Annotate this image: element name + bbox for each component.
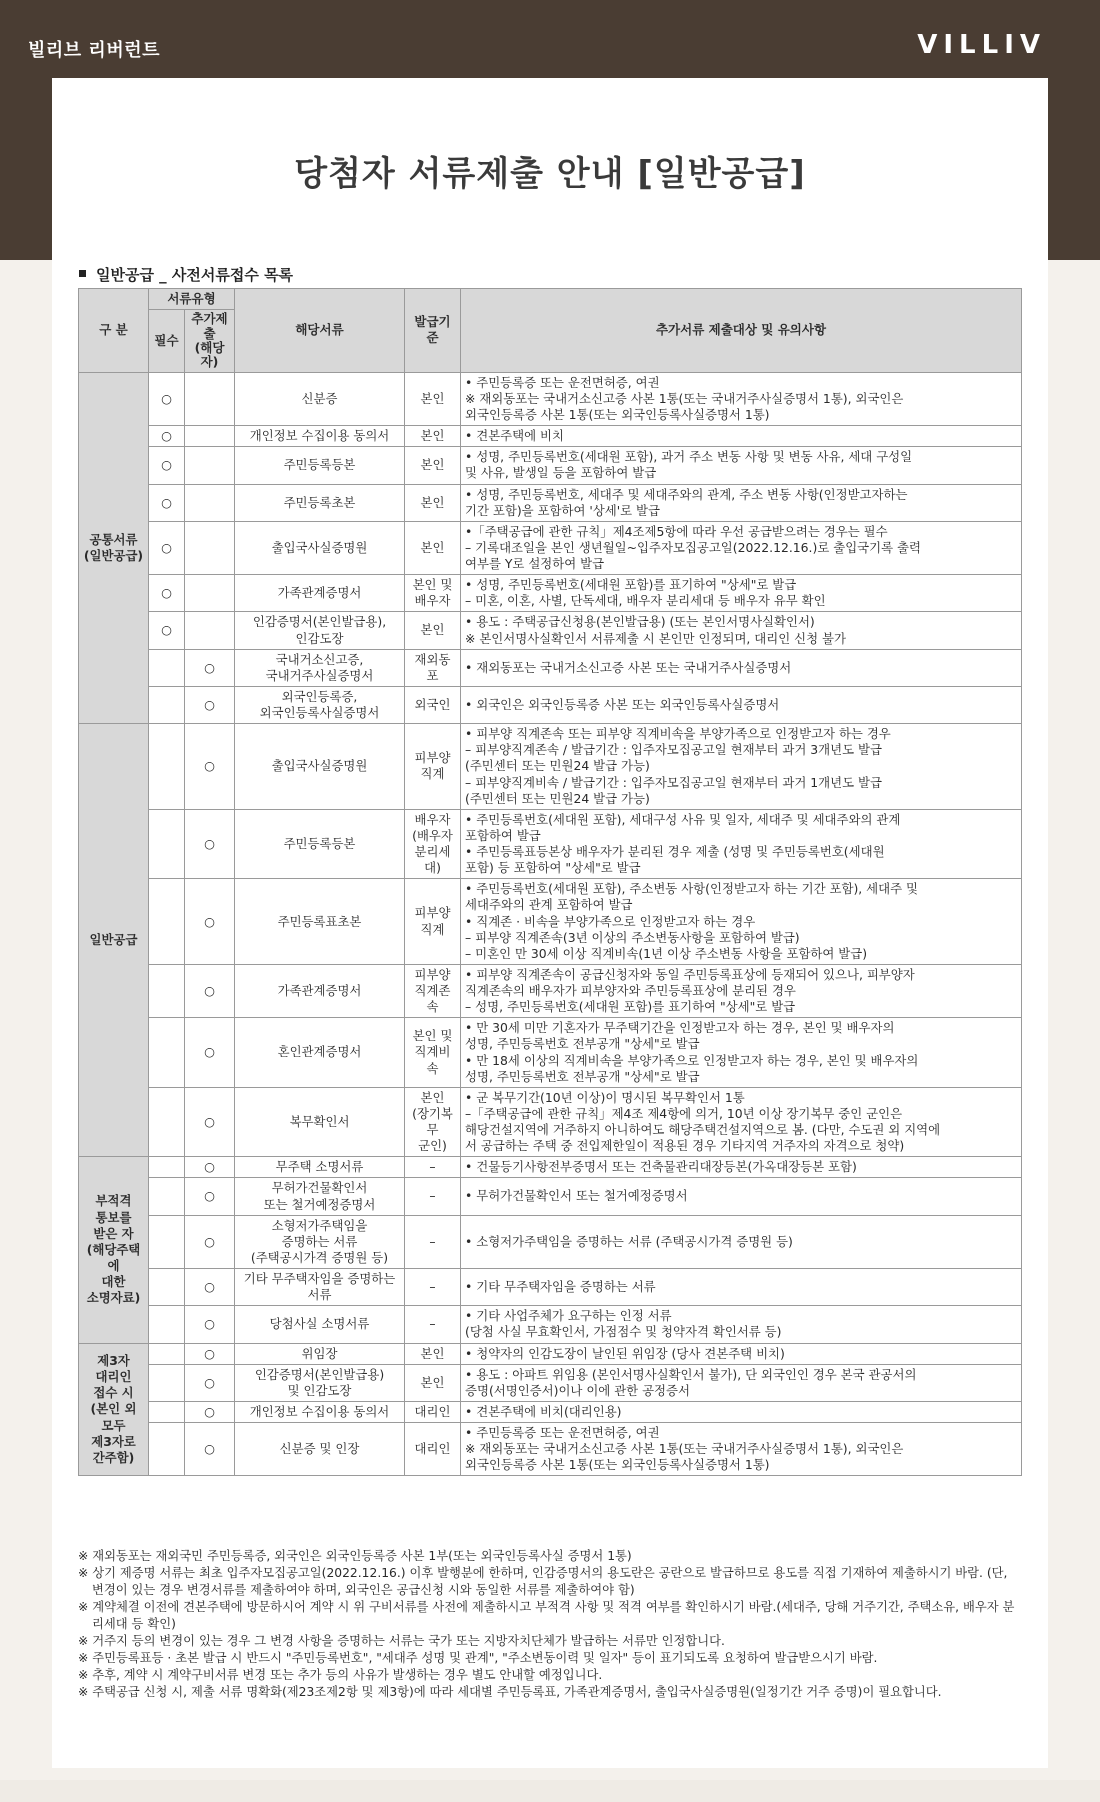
- brand-logo: VILLIV: [917, 30, 1046, 60]
- note-cell: • 피부양 직계존속이 공급신청자와 동일 주민등록표상에 등재되어 있으나, 피부양자 직계존속의 배우자가 피부양자와 주민등록표상에 분리된 경우 – 성명, 주민등록번호(세대원 포함)를 표기하여 "상세"로 발급: [461, 964, 1022, 1017]
- required-mark: [149, 1215, 185, 1268]
- documents-table: [78, 288, 1022, 1476]
- required-mark: [149, 1343, 185, 1364]
- required-mark: [149, 1306, 185, 1343]
- category-cell: 제3자 대리인 접수 시 (본인 외 모두 제3자로 간주함): [79, 1343, 149, 1476]
- note-cell: • 무허가건물확인서 또는 철거예정증명서: [461, 1178, 1022, 1215]
- required-mark: [149, 964, 185, 1017]
- document-name: 신분증 및 인장: [235, 1423, 405, 1476]
- document-name: 가족관계증명서: [235, 575, 405, 612]
- additional-mark: [185, 426, 235, 447]
- category-cell: 일반공급: [79, 724, 149, 1157]
- required-mark: [149, 1364, 185, 1401]
- table-row: [79, 879, 1022, 965]
- additional-mark: [185, 372, 235, 425]
- issuer-cell: –: [405, 1215, 461, 1268]
- required-mark: ○: [149, 484, 185, 521]
- table-row: [79, 1157, 1022, 1178]
- table-row: [79, 1215, 1022, 1268]
- required-mark: [149, 724, 185, 810]
- note-cell: • 성명, 주민등록번호, 세대주 및 세대주와의 관계, 주소 변동 사항(인정받고자하는 기간 포함)을 포함하여 '상세'로 발급: [461, 484, 1022, 521]
- document-name: 무주택 소명서류: [235, 1157, 405, 1178]
- table-row: [79, 1423, 1022, 1476]
- table-row: [79, 1306, 1022, 1343]
- additional-mark: ○: [185, 879, 235, 965]
- table-row: [79, 1087, 1022, 1157]
- document-name: 주민등록등본: [235, 447, 405, 484]
- required-mark: ○: [149, 372, 185, 425]
- header-category: 구 분: [79, 289, 149, 373]
- table-row: [79, 426, 1022, 447]
- page-title: 당첨자 서류제출 안내 [일반공급]: [294, 154, 806, 194]
- issuer-cell: 대리인: [405, 1423, 461, 1476]
- additional-mark: ○: [185, 1087, 235, 1157]
- note-cell: • 견본주택에 비치: [461, 426, 1022, 447]
- note-cell: • 주민등록증 또는 운전면허증, 여권 ※ 재외동포는 국내거소신고증 사본 1통(또는 국내거주사실증명서 1통), 외국인은 외국인등록증 사본 1통(또는 외국인등록사실증명서 1통): [461, 372, 1022, 425]
- issuer-cell: 본인: [405, 484, 461, 521]
- issuer-cell: 본인: [405, 1364, 461, 1401]
- note-cell: • 건물등기사항전부증명서 또는 건축물관리대장등본(가옥대장등본 포함): [461, 1157, 1022, 1178]
- footnote-item: ※ 추후, 계약 시 계약구비서류 변경 또는 추가 등의 사유가 발생하는 경우 별도 안내할 예정입니다.: [78, 1667, 603, 1682]
- note-cell: • 외국인은 외국인등록증 사본 또는 외국인등록사실증명서: [461, 686, 1022, 723]
- table-row: [79, 649, 1022, 686]
- additional-mark: ○: [185, 1306, 235, 1343]
- document-name: 주민등록초본: [235, 484, 405, 521]
- issuer-cell: –: [405, 1157, 461, 1178]
- issuer-cell: 본인: [405, 521, 461, 574]
- required-mark: [149, 1269, 185, 1306]
- note-cell: • 만 30세 미만 기혼자가 무주택기간을 인정받고자 하는 경우, 본인 및 배우자의 성명, 주민등록번호 전부공개 "상세"로 발급 • 만 18세 이상의 직계비속을 부양가족으로 인정받고자 하는 경우, 본인 및 배우자의 성명, 주민등록번호 전부공개 "상세"로 발급: [461, 1018, 1022, 1088]
- issuer-cell: 피부양 직계존속: [405, 964, 461, 1017]
- required-mark: [149, 1087, 185, 1157]
- document-name: 기타 무주택자임을 증명하는 서류: [235, 1269, 405, 1306]
- note-cell: • 피부양 직계존속 또는 피부양 직계비속을 부양가족으로 인정받고자 하는 경우 – 피부양직계존속 / 발급기간 : 입주자모집공고일 현재부터 과거 3개년도 발급 (주민센터 또는 민원24 발급 가능) – 피부양직계비속 / 발급기간 : 입주자모집공고일 현재부터 과거 1개년도 발급 (주민센터 또는 민원24 발급 가능): [461, 724, 1022, 810]
- additional-mark: ○: [185, 649, 235, 686]
- document-name: 소형저가주택임을 증명하는 서류 (주택공시가격 증명원 등): [235, 1215, 405, 1268]
- additional-mark: ○: [185, 1364, 235, 1401]
- issuer-cell: 배우자 (배우자 분리세대): [405, 809, 461, 879]
- table-row: [79, 1401, 1022, 1422]
- required-mark: [149, 1423, 185, 1476]
- required-mark: [149, 1401, 185, 1422]
- issuer-cell: –: [405, 1269, 461, 1306]
- note-cell: • 견본주택에 비치(대리인용): [461, 1401, 1022, 1422]
- note-cell: • 기타 사업주체가 요구하는 인정 서류 (당첨 사실 무효확인서, 가점점수 및 청약자격 확인서류 등): [461, 1306, 1022, 1343]
- document-name: 개인정보 수집이용 동의서: [235, 426, 405, 447]
- document-name: 주민등록표초본: [235, 879, 405, 965]
- issuer-cell: 본인 및 직계비속: [405, 1018, 461, 1088]
- issuer-cell: 본인 (장기복무 군인): [405, 1087, 461, 1157]
- additional-mark: ○: [185, 686, 235, 723]
- required-mark: ○: [149, 575, 185, 612]
- table-row: [79, 575, 1022, 612]
- additional-mark: ○: [185, 809, 235, 879]
- category-cell: 공통서류 (일반공급): [79, 372, 149, 723]
- required-mark: [149, 879, 185, 965]
- document-name: 신분증: [235, 372, 405, 425]
- required-mark: [149, 649, 185, 686]
- note-cell: • 주민등록번호(세대원 포함), 세대구성 사유 및 일자, 세대주 및 세대주와의 관계 포함하여 발급 • 주민등록표등본상 배우자가 분리된 경우 제출 (성명 및 주민등록번호(세대원 포함) 등 포함하여 "상세"로 발급: [461, 809, 1022, 879]
- footnote-item: ※ 재외동포는 재외국민 주민등록증, 외국인은 외국인등록증 사본 1부(또는 외국인등록사실 증명서 1통): [78, 1549, 632, 1563]
- note-cell: • 재외동포는 국내거소신고증 사본 또는 국내거주사실증명서: [461, 649, 1022, 686]
- document-name: 인감증명서(본인발급용) 및 인감도장: [235, 1364, 405, 1401]
- required-mark: [149, 1018, 185, 1088]
- note-cell: • 성명, 주민등록번호(세대원 포함), 과거 주소 변동 사항 및 변동 사유, 세대 구성일 및 사유, 발생일 등을 포함하여 발급: [461, 447, 1022, 484]
- square-bullet-icon: [79, 270, 86, 277]
- table-row: [79, 724, 1022, 810]
- additional-mark: [185, 447, 235, 484]
- footnote-item: ※ 상기 제증명 서류는 최초 입주자모집공고일(2022.12.16.) 이후 발행분에 한하며, 인감증명서의 용도란은 공란으로 발급하므로 용도를 직접 기재하여 제출하시기 바람. (단, 변경이 있는 경우 변경서류를 제출하여야 하며, 외국인은 공급신청 시와 동일한 서류를 제출하여야 함): [78, 1565, 1008, 1597]
- note-cell: • 기타 무주택자임을 증명하는 서류: [461, 1269, 1022, 1306]
- table-row: [79, 447, 1022, 484]
- document-card: [52, 78, 1048, 1768]
- note-cell: • 주민등록증 또는 운전면허증, 여권 ※ 재외동포는 국내거소신고증 사본 1통(또는 국내거주사실증명서 1통), 외국인은 외국인등록증 사본 1통(또는 외국인등록사실증명서 1통): [461, 1423, 1022, 1476]
- document-name: 개인정보 수집이용 동의서: [235, 1401, 405, 1422]
- document-name: 가족관계증명서: [235, 964, 405, 1017]
- table-row: [79, 484, 1022, 521]
- required-mark: ○: [149, 612, 185, 649]
- table-row: [79, 372, 1022, 425]
- footnote-item: ※ 주민등록표등 · 초본 발급 시 반드시 "주민등록번호", "세대주 성명 및 관계", "주소변동이력 및 일자" 등이 표기되도록 요청하여 발급받으시기 바람.: [78, 1650, 878, 1665]
- additional-mark: [185, 484, 235, 521]
- project-name: 빌리브 리버런트: [28, 40, 160, 61]
- header-doc-type: 서류유형: [149, 289, 235, 310]
- table-row: [79, 1269, 1022, 1306]
- table-row: [79, 964, 1022, 1017]
- document-name: 무허가건물확인서 또는 철거예정증명서: [235, 1178, 405, 1215]
- document-name: 외국인등록증, 외국인등록사실증명서: [235, 686, 405, 723]
- document-name: 인감증명서(본인발급용), 인감도장: [235, 612, 405, 649]
- note-cell: • 성명, 주민등록번호(세대원 포함)를 표기하여 "상세"로 발급 – 미혼, 이혼, 사별, 단독세대, 배우자 분리세대 등 배우자 유무 확인: [461, 575, 1022, 612]
- footnotes: [78, 1548, 1022, 1701]
- issuer-cell: 피부양 직계: [405, 879, 461, 965]
- table-row: [79, 521, 1022, 574]
- document-name: 혼인관계증명서: [235, 1018, 405, 1088]
- footnote-item: ※ 거주지 등의 변경이 있는 경우 그 변경 사항을 증명하는 서류는 국가 또는 지방자치단체가 발급하는 서류만 인정합니다.: [78, 1633, 725, 1648]
- note-cell: • 청약자의 인감도장이 날인된 위임장 (당사 견본주택 비치): [461, 1343, 1022, 1364]
- document-name: 출입국사실증명원: [235, 521, 405, 574]
- required-mark: ○: [149, 521, 185, 574]
- footnote-item: ※ 주택공급 신청 시, 제출 서류 명확화(제23조제2항 및 제3항)에 따라 세대별 주민등록표, 가족관계증명서, 출입국사실증명원(일정기간 거주 증명)이 필요합니다.: [78, 1684, 942, 1699]
- required-mark: [149, 686, 185, 723]
- document-name: 출입국사실증명원: [235, 724, 405, 810]
- note-cell: • 소형저가주택임을 증명하는 서류 (주택공시가격 증명원 등): [461, 1215, 1022, 1268]
- additional-mark: ○: [185, 1178, 235, 1215]
- note-cell: • 주민등록번호(세대원 포함), 주소변동 사항(인정받고자 하는 기간 포함), 세대주 및 세대주와의 관계 포함하여 발급 • 직계존 · 비속을 부양가족으로 인정받고자 하는 경우 – 피부양 직계존속(3년 이상의 주소변동사항을 포함하여 발급) – 미혼인 만 30세 이상 직계비속(1년 이상 주소변동 사항을 포함하여 발급): [461, 879, 1022, 965]
- required-mark: [149, 1178, 185, 1215]
- section-heading: [79, 264, 293, 285]
- document-name: 국내거소신고증, 국내거주사실증명서: [235, 649, 405, 686]
- additional-mark: ○: [185, 1401, 235, 1422]
- issuer-cell: 본인 및 배우자: [405, 575, 461, 612]
- category-cell: 부적격 통보를 받은 자 (해당주택에 대한 소명자료): [79, 1157, 149, 1343]
- table-row: [79, 809, 1022, 879]
- additional-mark: ○: [185, 1423, 235, 1476]
- table-row: [79, 1343, 1022, 1364]
- issuer-cell: 본인: [405, 372, 461, 425]
- header-document: 해당서류: [235, 289, 405, 373]
- issuer-cell: 대리인: [405, 1401, 461, 1422]
- additional-mark: [185, 575, 235, 612]
- header-notes: 추가서류 제출대상 및 유의사항: [461, 289, 1022, 373]
- header-issuer: 발급기준: [405, 289, 461, 373]
- note-cell: •「주택공급에 관한 규칙」제4조제5항에 따라 우선 공급받으려는 경우는 필수 – 기록대조일을 본인 생년월일~입주자모집공고일(2022.12.16.)로 출입국기록 출력 여부를 Y로 설정하여 발급: [461, 521, 1022, 574]
- additional-mark: ○: [185, 1269, 235, 1306]
- table-row: [79, 1364, 1022, 1401]
- issuer-cell: 재외동포: [405, 649, 461, 686]
- additional-mark: ○: [185, 1215, 235, 1268]
- issuer-cell: 외국인: [405, 686, 461, 723]
- additional-mark: ○: [185, 724, 235, 810]
- issuer-cell: –: [405, 1178, 461, 1215]
- table-row: [79, 1178, 1022, 1215]
- footnote-item: ※ 계약체결 이전에 견본주택에 방문하시어 계약 시 위 구비서류를 사전에 제출하시고 부적격 사항 및 적격 여부를 확인하시기 바람.(세대주, 당해 거주기간, 주택소유, 배우자 분리세대 등 확인): [78, 1599, 1015, 1631]
- issuer-cell: 피부양 직계: [405, 724, 461, 810]
- issuer-cell: 본인: [405, 1343, 461, 1364]
- document-name: 당첨사실 소명서류: [235, 1306, 405, 1343]
- required-mark: ○: [149, 426, 185, 447]
- document-name: 복무확인서: [235, 1087, 405, 1157]
- table-row: [79, 1018, 1022, 1088]
- document-name: 주민등록등본: [235, 809, 405, 879]
- header-additional: 추가제출 (해당자): [185, 310, 235, 373]
- additional-mark: ○: [185, 1343, 235, 1364]
- additional-mark: ○: [185, 1157, 235, 1178]
- table-body: [79, 372, 1022, 1476]
- required-mark: ○: [149, 447, 185, 484]
- footer-strip: [0, 1780, 1100, 1802]
- additional-mark: [185, 612, 235, 649]
- additional-mark: ○: [185, 964, 235, 1017]
- issuer-cell: 본인: [405, 426, 461, 447]
- table-row: [79, 612, 1022, 649]
- note-cell: • 용도 : 주택공급신청용(본인발급용) (또는 본인서명사실확인서) ※ 본인서명사실확인서 서류제출 시 본인만 인정되며, 대리인 신청 불가: [461, 612, 1022, 649]
- document-name: 위임장: [235, 1343, 405, 1364]
- issuer-cell: –: [405, 1306, 461, 1343]
- header-required: 필수: [149, 310, 185, 373]
- table-row: [79, 686, 1022, 723]
- additional-mark: ○: [185, 1018, 235, 1088]
- required-mark: [149, 1157, 185, 1178]
- issuer-cell: 본인: [405, 612, 461, 649]
- issuer-cell: 본인: [405, 447, 461, 484]
- additional-mark: [185, 521, 235, 574]
- section-title: 일반공급 _ 사전서류접수 목록: [96, 266, 294, 284]
- note-cell: • 군 복무기간(10년 이상)이 명시된 복무확인서 1통 –「주택공급에 관한 규칙」제4조 제4항에 의거, 10년 이상 장기복무 중인 군인은 해당건설지역에 거주하지 아니하여도 해당주택건설지역으로 봄. (다만, 수도권 외 지역에 서 공급하는 주택 중 전입제한일이 적용된 경우 기타지역 거주자의 자격으로 청약): [461, 1087, 1022, 1157]
- required-mark: [149, 809, 185, 879]
- note-cell: • 용도 : 아파트 위임용 (본인서명사실확인서 불가), 단 외국인인 경우 본국 관공서의 증명(서명인증서)이나 이에 관한 공정증서: [461, 1364, 1022, 1401]
